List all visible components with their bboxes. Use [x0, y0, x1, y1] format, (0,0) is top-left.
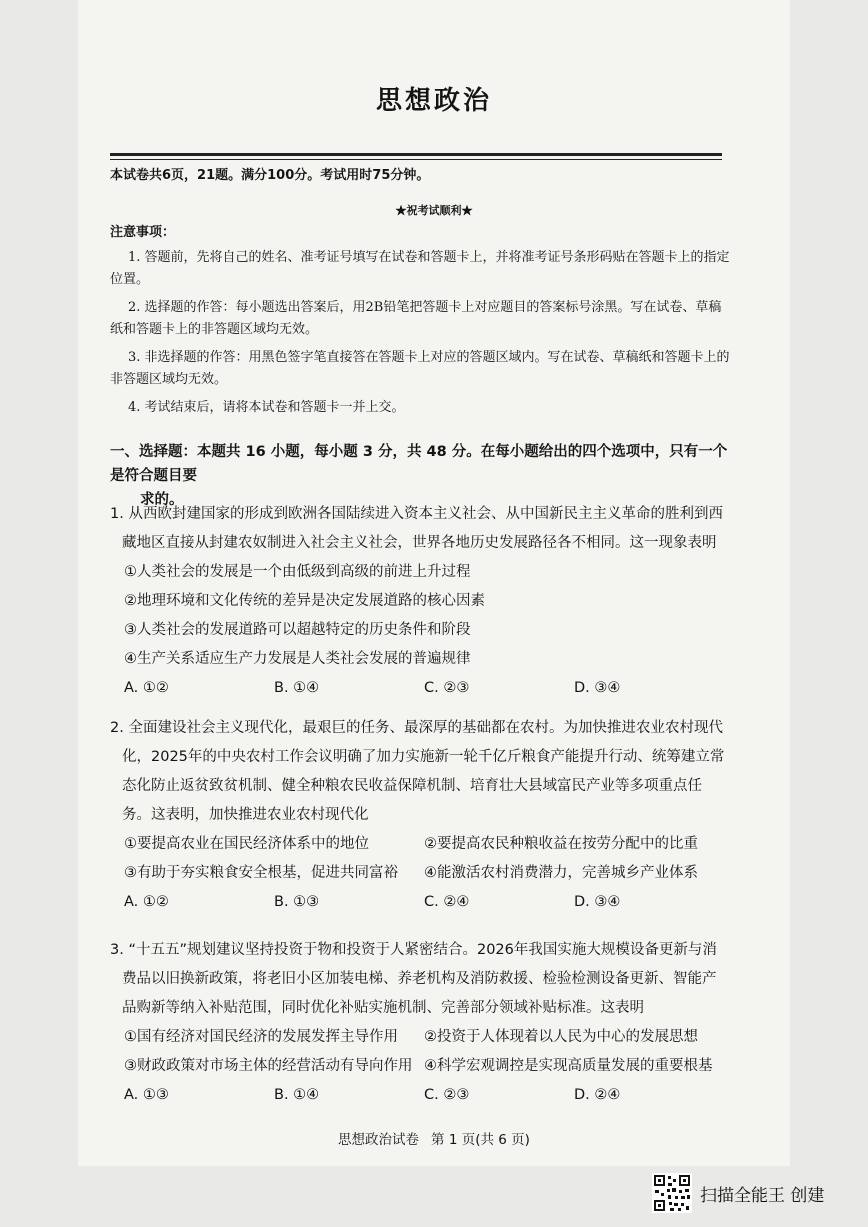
question-stem: 3. “十五五”规划建议坚持投资于物和投资于人紧密结合。2026年我国实施大规模设备更新与消费品以旧换新政策，将老旧小区加装电梯、养老机构及消防救援、检验检测设备更新、智能产品购新等纳入补贴范围，同时优化补贴实施机制、完善部分领域补贴标准。这表明 [110, 942, 717, 1016]
answer-a: A. ①② [124, 680, 169, 696]
notice-block [110, 222, 730, 425]
answer-c: C. ②③ [424, 1087, 470, 1103]
footer-page-number: 第 1 页(共 6 页) [431, 1132, 530, 1148]
question-option: ①国有经济对国民经济的发展发挥主导作用 [124, 1029, 398, 1045]
question-option: ③人类社会的发展道路可以超越特定的历史条件和阶段 [124, 622, 471, 638]
option-row [110, 859, 730, 888]
question-option: ②投资于人体现着以人民为中心的发展思想 [424, 1029, 698, 1045]
question-3 [110, 936, 730, 1110]
answer-a: A. ①② [124, 894, 169, 910]
question-option: ④科学宏观调控是实现高质量发展的重要根基 [424, 1058, 713, 1074]
question-2 [110, 714, 730, 917]
exam-info: 本试卷共6页，21题。满分100分。考试用时75分钟。 [110, 168, 430, 183]
scanner-app-watermark: 扫描全能王 创建 [700, 1186, 825, 1206]
answer-choices [110, 674, 730, 703]
option-row [110, 1023, 730, 1052]
header-rule-thick [110, 153, 722, 156]
answer-choices [110, 888, 730, 917]
answer-c: C. ②③ [424, 680, 470, 696]
question-option: ①人类社会的发展是一个由低级到高级的前进上升过程 [124, 564, 471, 580]
page-title: 思想政治 [375, 86, 492, 116]
answer-d: D. ③④ [574, 680, 621, 696]
page-footer [0, 1128, 868, 1148]
question-option: ③有助于夯实粮食安全根基，促进共同富裕 [124, 865, 398, 881]
answer-b: B. ①③ [274, 894, 320, 910]
question-option: ④生产关系适应生产力发展是人类社会发展的普遍规律 [124, 651, 471, 667]
notice-item: 3. 非选择题的作答：用黑色签字笔直接答在答题卡上对应的答题区域内。写在试卷、草稿纸和答题卡上的非答题区域均无效。 [110, 350, 730, 387]
notice-item: 4. 考试结束后，请将本试卷和答题卡一并上交。 [128, 400, 405, 415]
answer-b: B. ①④ [274, 680, 320, 696]
qr-code-icon [652, 1173, 692, 1213]
section-heading-line1: 一、选择题：本题共 16 小题，每小题 3 分，共 48 分。在每小题给出的四个选项中，只有一个是符合题目要 [110, 444, 728, 484]
question-option: ①要提高农业在国民经济体系中的地位 [124, 836, 369, 852]
header-rule-thin [110, 159, 722, 160]
question-stem: 1. 从西欧封建国家的形成到欧洲各国陆续进入资本主义社会、从中国新民主主义革命的胜利到西藏地区直接从封建农奴制进入社会主义社会，世界各地历史发展路径各不相同。这一现象表明 [110, 506, 723, 551]
footer-subject: 思想政治试卷 [338, 1132, 420, 1148]
option-row [110, 1052, 730, 1081]
notice-item: 1. 答题前，先将自己的姓名、准考证号填写在试卷和答题卡上，并将准考证号条形码贴在答题卡上的指定位置。 [110, 250, 730, 287]
good-luck-banner: ★祝考试顺利★ [395, 204, 473, 217]
question-option: ②地理环境和文化传统的差异是决定发展道路的核心因素 [124, 593, 485, 609]
answer-a: A. ①③ [124, 1087, 169, 1103]
question-1 [110, 500, 730, 703]
question-option: ②要提高农民种粮收益在按劳分配中的比重 [424, 836, 698, 852]
answer-b: B. ①④ [274, 1087, 320, 1103]
answer-choices [110, 1081, 730, 1110]
answer-d: D. ②④ [574, 1087, 621, 1103]
question-option: ④能激活农村消费潜力，完善城乡产业体系 [424, 865, 698, 881]
answer-d: D. ③④ [574, 894, 621, 910]
question-option: ③财政政策对市场主体的经营活动有导向作用 [124, 1058, 413, 1074]
question-stem: 2. 全面建设社会主义现代化，最艰巨的任务、最深厚的基础都在农村。为加快推进农业农村现代化，2025年的中央农村工作会议明确了加力实施新一轮千亿斤粮食产能提升行动、统筹建立常态化防止返贫致贫机制、健全种粮农民收益保障机制、培育壮大县域富民产业等多项重点任务。这表明，加快推进农业农村现代化 [110, 720, 725, 823]
notice-item: 2. 选择题的作答：每小题选出答案后，用2B铅笔把答题卡上对应题目的答案标号涂黑。写在试卷、草稿纸和答题卡上的非答题区域均无效。 [110, 300, 722, 337]
notice-title: 注意事项： [110, 225, 176, 240]
option-row [110, 830, 730, 859]
answer-c: C. ②④ [424, 894, 470, 910]
section-heading-line2: 求的。 [140, 492, 184, 508]
